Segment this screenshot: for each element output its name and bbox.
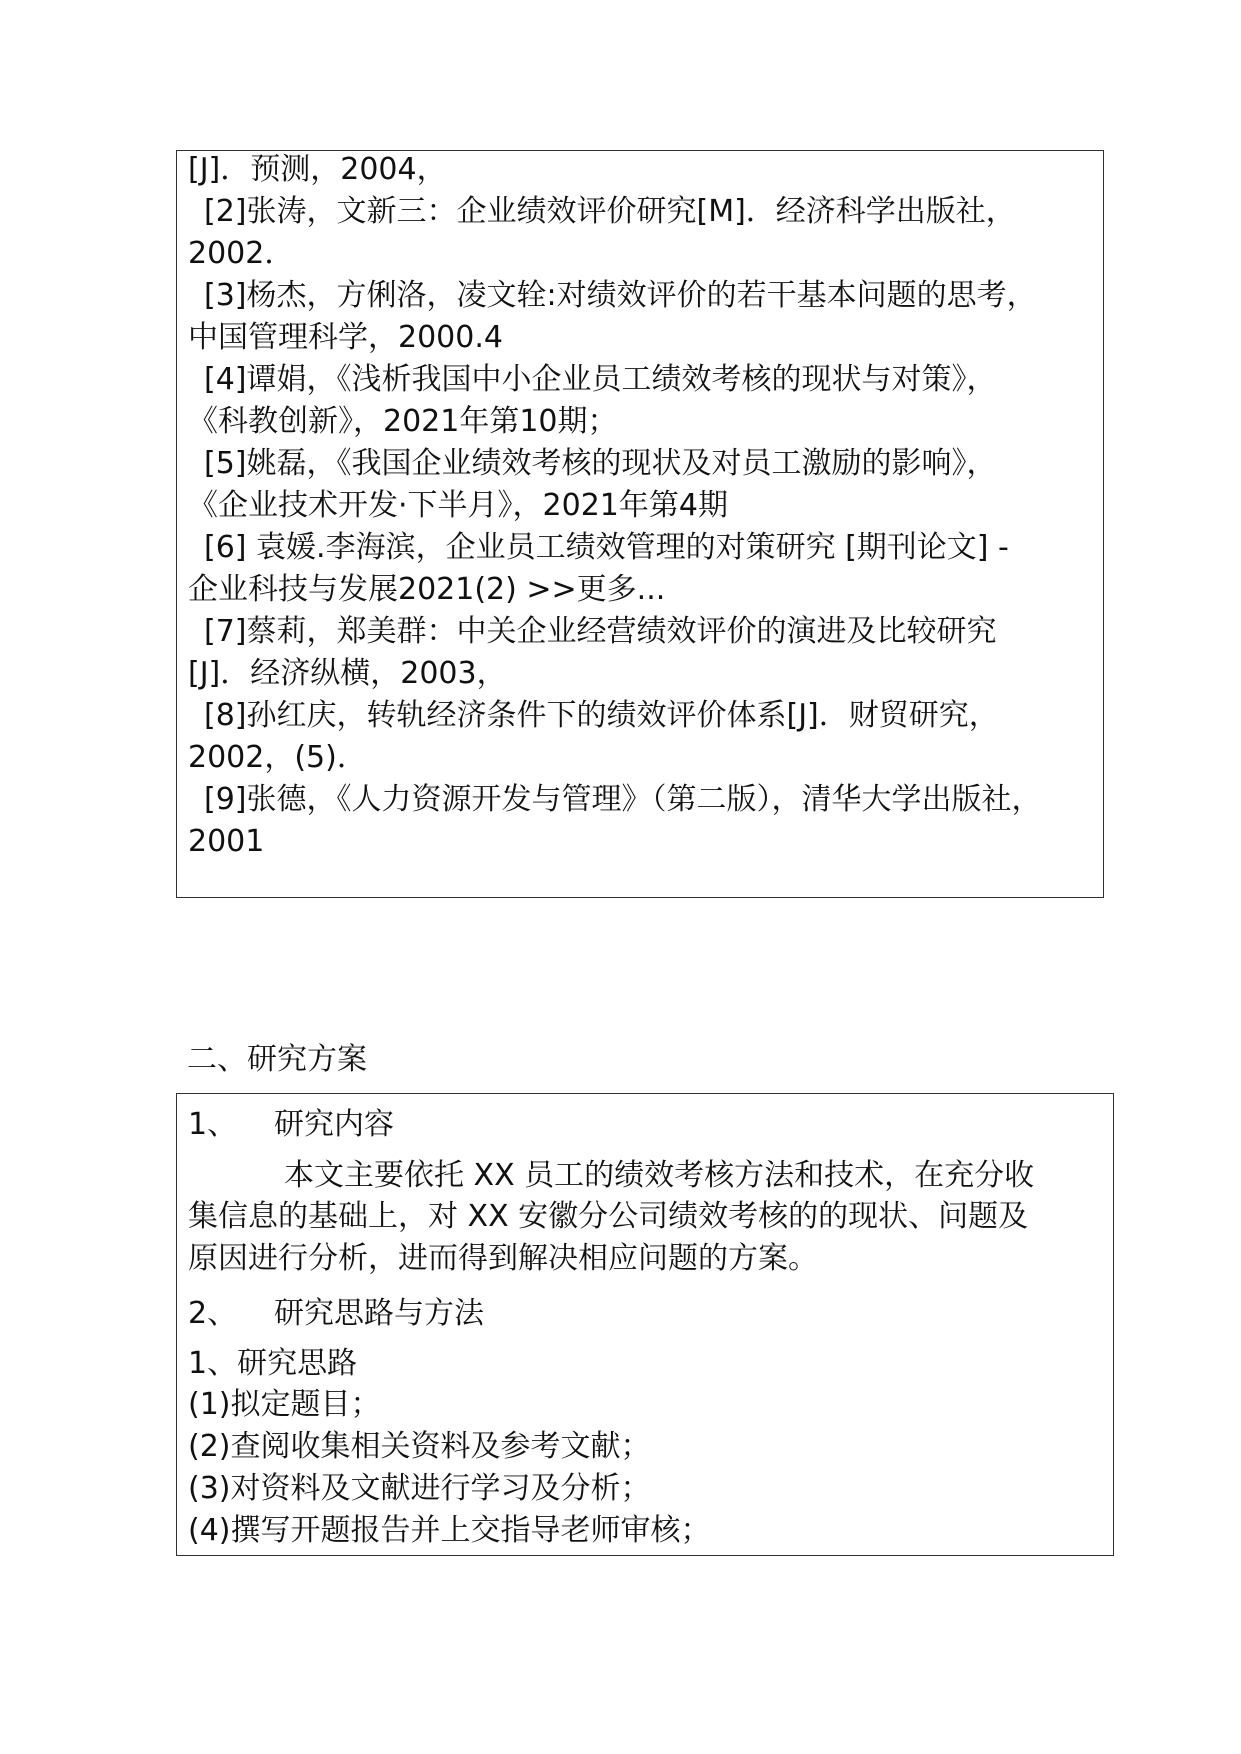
section-heading: 二、研究方案 — [187, 1042, 367, 1077]
step-item: (2)查阅收集相关资料及参考文献； — [188, 1429, 651, 1464]
reference-line: 中国管理科学，2000.4 — [188, 320, 503, 355]
reference-line: 2001 — [188, 824, 265, 859]
reference-line: [4]谭娟，《浅析我国中小企业员工绩效考核的现状与对策》， — [204, 362, 997, 397]
reference-line: [7]蔡莉，郑美群：中关企业经营绩效评价的演进及比较研究 — [204, 614, 997, 649]
reference-line: 《企业技术开发·下半月》，2021年第4期 — [188, 488, 728, 523]
reference-line: [J]．预测，2004， — [188, 152, 447, 187]
reference-line: [J]．经济纵横，2003， — [188, 656, 507, 691]
reference-line: [2]张涛，文新三：企业绩效评价研究[M]．经济科学出版社， — [204, 194, 1016, 229]
reference-line: [3]杨杰，方俐洛，凌文辁:对绩效评价的若干基本问题的思考， — [204, 278, 1037, 313]
item-number: 2、 — [188, 1296, 238, 1331]
paragraph-line — [188, 1159, 1034, 1193]
reference-line: [8]孙红庆，转轨经济条件下的绩效评价体系[J]．财贸研究， — [204, 698, 999, 733]
item-research-approach — [188, 1297, 484, 1331]
item-title: 研究思路与方法 — [274, 1296, 484, 1331]
paragraph-line: 集信息的基础上，对 XX 安徽分公司绩效考核的的现状、问题及 — [188, 1199, 1029, 1234]
paragraph-line: 原因进行分析，进而得到解决相应问题的方案。 — [188, 1241, 818, 1276]
reference-line: 企业科技与发展2021(2) >>更多... — [188, 572, 666, 607]
sub-heading: 1、研究思路 — [188, 1346, 358, 1381]
item-research-content — [188, 1108, 394, 1142]
reference-line: 2002． — [188, 236, 295, 271]
step-item: (3)对资料及文献进行学习及分析； — [188, 1471, 651, 1506]
reference-line: 《科教创新》，2021年第10期； — [188, 404, 618, 439]
reference-line: [6] 袁媛.李海滨，企业员工绩效管理的对策研究 [期刊论文] - — [204, 530, 1009, 565]
reference-line: 2002，(5)． — [188, 740, 367, 775]
reference-line: [5]姚磊，《我国企业绩效考核的现状及对员工激励的影响》， — [204, 446, 997, 481]
step-item: (4)撰写开题报告并上交指导老师审核； — [188, 1513, 711, 1548]
paragraph-text: 本文主要依托 XX 员工的绩效考核方法和技术，在充分收 — [284, 1158, 1035, 1193]
research-plan-box — [176, 1093, 1114, 1556]
references-box — [176, 150, 1104, 898]
step-item: (1)拟定题目； — [188, 1387, 381, 1422]
item-number: 1、 — [188, 1107, 238, 1142]
item-title: 研究内容 — [274, 1107, 394, 1142]
reference-line: [9]张德，《人力资源开发与管理》（第二版），清华大学出版社， — [204, 782, 1042, 817]
